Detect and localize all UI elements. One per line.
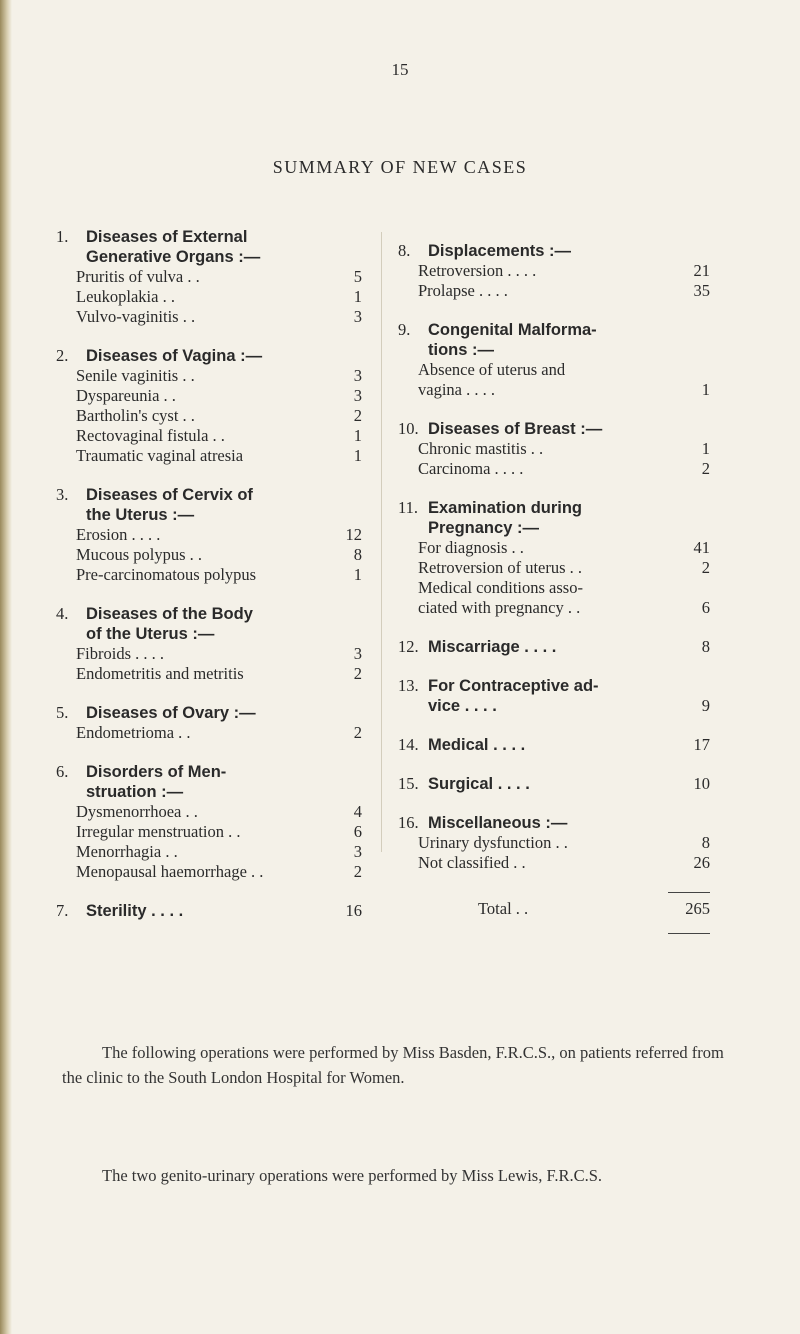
case-label: vagina . . . . [418,380,495,399]
case-count: 5 [353,267,362,286]
case-label: Prolapse . . . . [418,281,508,300]
case-section [398,498,710,618]
case-count: 2 [701,558,710,577]
case-row [56,525,362,545]
case-count: 35 [693,281,710,300]
section-number: 11. [398,498,419,517]
case-section [398,676,710,716]
case-count: 3 [353,307,362,326]
section-number [398,696,428,716]
case-count: 1 [701,380,710,399]
operations-paragraph: The following operations were performed by Miss Basden, F.R.C.S., on patients referred from the clinic to the South London Hospital for Women. [62,1043,724,1087]
case-section [398,419,710,479]
case-count: 2 [353,406,362,425]
case-count: 4 [353,802,362,821]
total-block [398,892,710,934]
case-label: Not classified . . [418,853,526,872]
case-label: Chronic mastitis . . [418,439,544,458]
total-rule-top [668,892,710,893]
section-number [56,624,86,644]
section-number: 13. [398,676,419,695]
case-count: 21 [693,261,710,280]
section-title: of the Uterus :— [86,625,215,643]
section-title: Medical . . . . [428,736,526,754]
case-count: 8 [701,833,710,852]
case-row [56,287,362,307]
section-heading [398,696,710,716]
case-label: Fibroids . . . . [76,644,165,663]
case-row [56,842,362,862]
case-section [56,901,362,921]
section-heading [56,624,362,644]
section-number [398,340,428,360]
left-column [56,227,362,940]
case-count: 1 [353,446,362,465]
case-label: For diagnosis . . [418,538,524,557]
section-title: Diseases of Breast :— [428,420,603,438]
case-label: Endometritis and metritis [76,664,244,683]
section-heading [398,735,710,755]
section-title: Surgical . . . . [428,775,530,793]
case-section [56,703,362,743]
section-title: Miscarriage . . . . [428,638,557,656]
case-label: Dyspareunia . . [76,386,176,405]
section-number: 6. [56,762,69,781]
section-total: 8 [701,637,710,656]
section-total: 17 [693,735,710,754]
section-heading [398,774,710,794]
section-number: 2. [56,346,69,365]
section-heading [56,346,362,366]
section-title: Diseases of External [86,228,248,246]
total-label: Total . . [478,899,529,918]
section-title: Displacements :— [428,242,572,260]
section-heading [398,813,710,833]
section-heading [398,676,710,696]
case-row [398,598,710,618]
case-count: 26 [693,853,710,872]
section-heading [398,518,710,538]
total-value: 265 [685,899,710,918]
section-heading [56,901,362,921]
section-heading [398,340,710,360]
section-heading [56,703,362,723]
case-count: 41 [693,538,710,557]
case-label: Endometrioma . . [76,723,191,742]
section-number [56,782,86,802]
case-count [680,360,710,380]
section-heading [56,782,362,802]
case-row [56,545,362,565]
case-row [56,446,362,466]
case-count: 6 [701,598,710,617]
page-number: 15 [391,60,409,79]
section-number: 12. [398,637,419,656]
section-title: Congenital Malforma- [428,321,597,339]
section-title: Disorders of Men- [86,763,227,781]
case-row [398,439,710,459]
section-number: 9. [398,320,411,339]
case-row [56,406,362,426]
case-section [398,774,710,794]
section-title: Diseases of Vagina :— [86,347,263,365]
case-count: 3 [353,842,362,861]
case-label: Leukoplakia . . [76,287,175,306]
case-row [398,578,710,598]
case-label: Retroversion . . . . [418,261,537,280]
case-section [398,637,710,657]
case-row [56,426,362,446]
case-row [398,459,710,479]
page-title: SUMMARY OF NEW CASES [272,157,528,177]
case-count: 2 [701,459,710,478]
section-heading [56,505,362,525]
case-label: Irregular menstruation . . [76,822,241,841]
case-count: 1 [353,565,362,584]
section-title: Pregnancy :— [428,519,539,537]
section-number: 1. [56,227,69,246]
case-label: Vulvo-vaginitis . . [76,307,196,326]
section-heading [56,247,362,267]
section-number: 8. [398,241,411,260]
case-row [56,802,362,822]
case-row [398,538,710,558]
case-section [398,735,710,755]
section-total: 10 [693,774,710,793]
section-heading [398,320,710,340]
case-section [56,762,362,882]
case-count: 1 [353,287,362,306]
right-column [398,241,710,940]
case-row [398,558,710,578]
case-label: Pre-carcinomatous polypus [76,565,257,584]
section-number: 15. [398,774,419,793]
case-row [398,281,710,301]
case-label: Carcinoma . . . . [418,459,524,478]
case-row [56,565,362,585]
case-label: Urinary dysfunction . . [418,833,568,852]
section-number: 4. [56,604,69,623]
case-row [56,386,362,406]
case-label: ciated with pregnancy . . [418,598,581,617]
case-section [56,346,362,466]
genito-urinary-paragraph: The two genito-urinary operations were performed by Miss Lewis, F.R.C.S. [102,1166,603,1185]
section-total: 9 [701,696,710,715]
section-number [398,518,428,538]
case-label: Retroversion of uterus . . [418,558,583,577]
case-section [56,227,362,327]
case-row [398,380,710,400]
case-label: Traumatic vaginal atresia [76,446,244,465]
case-label: Bartholin's cyst . . [76,406,195,425]
section-title: the Uterus :— [86,506,195,524]
case-label: Menorrhagia . . [76,842,178,861]
section-title: Examination during [428,499,583,517]
section-heading [56,604,362,624]
section-title: struation :— [86,783,184,801]
case-count: 8 [353,545,362,564]
case-row [398,833,710,853]
case-count: 2 [353,862,362,881]
case-section [398,241,710,301]
section-heading [398,419,710,439]
case-label: Menopausal haemorrhage . . [76,862,264,881]
case-count: 2 [353,664,362,683]
case-row [56,267,362,287]
case-label: Dysmenorrhoea . . [76,802,198,821]
section-title: Generative Organs :— [86,248,261,266]
page-binding-edge [0,0,12,1334]
case-label: Mucous polypus . . [76,545,203,564]
section-heading [56,762,362,782]
case-label: Pruritis of vulva . . [76,267,200,286]
section-number: 10. [398,419,419,438]
section-number: 14. [398,735,419,754]
section-number: 5. [56,703,69,722]
case-row [56,723,362,743]
column-divider [381,232,382,852]
section-heading [398,241,710,261]
case-row [56,664,362,684]
section-title: Diseases of Cervix of [86,486,253,504]
section-title: Sterility . . . . [86,902,184,920]
case-section [56,485,362,585]
case-count: 3 [353,366,362,385]
case-count: 1 [701,439,710,458]
case-label: Senile vaginitis . . [76,366,195,385]
case-label: Erosion . . . . [76,525,161,544]
section-title: Diseases of the Body [86,605,253,623]
case-label: Rectovaginal fistula . . [76,426,225,445]
section-heading [398,637,710,657]
case-row [398,261,710,281]
case-label: Absence of uterus and [418,360,566,379]
section-title: Miscellaneous :— [428,814,568,832]
section-heading [56,485,362,505]
case-label: Medical conditions asso- [418,578,583,597]
case-row [56,366,362,386]
section-total: 16 [345,901,362,920]
case-row [56,862,362,882]
case-count: 12 [345,525,362,544]
case-count: 2 [353,723,362,742]
section-number: 7. [56,901,69,920]
case-row [56,822,362,842]
section-number [56,247,86,267]
case-row [398,360,710,380]
section-number: 3. [56,485,69,504]
case-count: 1 [353,426,362,445]
section-title: vice . . . . [428,697,497,715]
total-row [398,899,710,919]
case-row [56,644,362,664]
case-count: 3 [353,644,362,663]
case-section [398,813,710,873]
section-number [56,505,86,525]
section-heading [398,498,710,518]
section-heading [56,227,362,247]
case-count: 6 [353,822,362,841]
section-title: Diseases of Ovary :— [86,704,256,722]
section-number: 16. [398,813,419,832]
case-row [398,853,710,873]
section-title: For Contraceptive ad- [428,677,599,695]
case-count [680,578,710,598]
case-count: 3 [353,386,362,405]
case-section [56,604,362,684]
case-section [398,320,710,400]
total-rule-bottom [668,933,710,934]
case-row [56,307,362,327]
section-title: tions :— [428,341,494,359]
